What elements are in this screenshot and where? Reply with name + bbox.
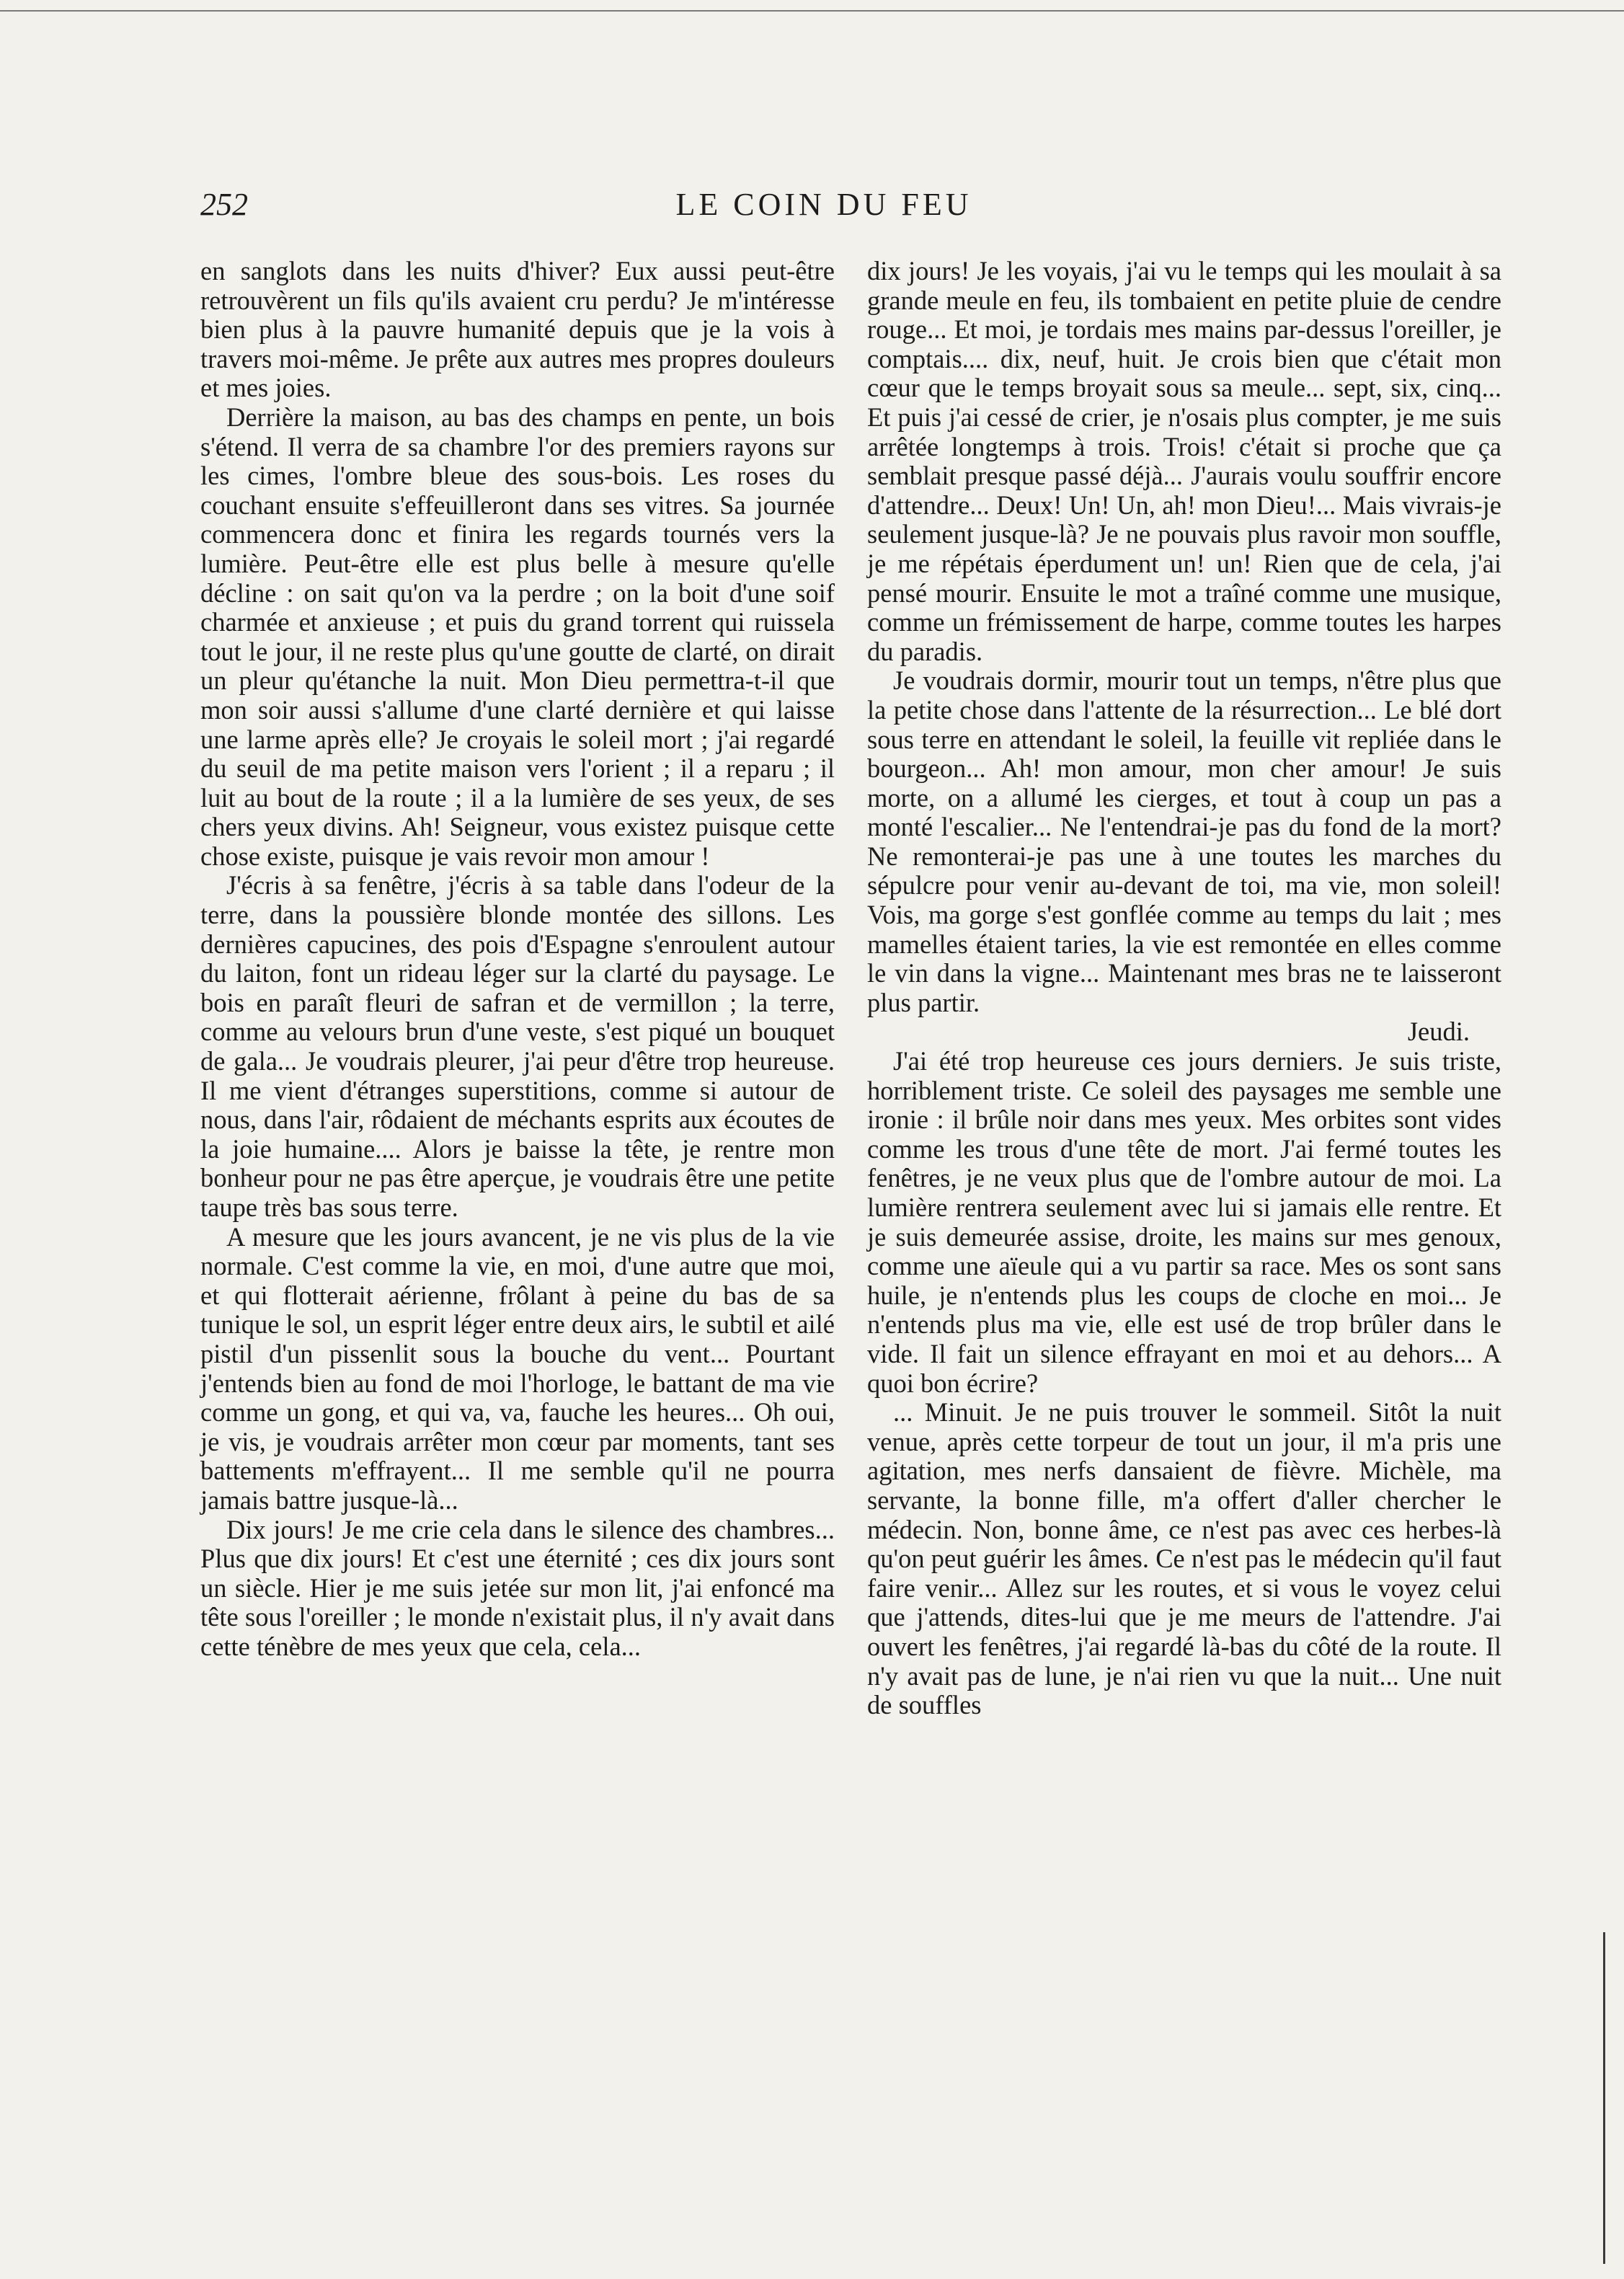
paragraph: Je voudrais dormir, mourir tout un temps, n'être plus que la petite chose dans l'attente de la résurrection... Le blé dort sous terre en attendant le soleil, la feuille vit repliée dans le bourgeon... Ah! mon amour, mon cher amour! Je suis morte, on a allumé les cierges, et tout à coup un pas a monté l'escalier... Ne l'entendrai-je pas du fond de la mort? Ne remonterai-je pas une à une toutes les marches du sépulcre pour venir au-devant de toi, ma vie, mon soleil! Vois, ma gorge s'est gonflée comme au temps du lait ; mes mamelles étaient taries, la vie est remontée en elles comme le vin dans la vigne... Maintenant mes bras ne te laisseront plus partir. bbox=[867, 665, 1501, 1017]
right-column bbox=[867, 257, 1501, 1720]
paragraph: J'écris à sa fenêtre, j'écris à sa table dans l'odeur de la terre, dans la poussière blonde montée des sillons. Les dernières capucines, des pois d'Espagne s'enroulent autour du laiton, font un rideau léger sur la clarté du paysage. Le bois en paraît fleuri de safran et de vermillon ; la terre, comme au velours brun d'une veste, s'est piqué un bouquet de gala... Je voudrais pleurer, j'ai peur d'être trop heureuse. Il me vient d'étranges superstitions, comme si autour de nous, dans l'air, rôdaient de méchants esprits aux écoutes de la joie humaine.... Alors je baisse la tête, je rentre mon bonheur pour ne pas être aperçue, je voudrais être une petite taupe très bas sous terre. bbox=[200, 870, 835, 1222]
running-title: LE COIN DU FEU bbox=[675, 187, 972, 222]
paragraph: Derrière la maison, au bas des champs en pente, un bois s'étend. Il verra de sa chambre l'or des premiers rayons sur les cimes, l'ombre bleue des sous-bois. Les roses du couchant ensuite s'effeuilleront dans ses vitres. Sa journée commencera donc et finira les regards tournés vers la lumière. Peut-être elle est plus belle à mesure qu'elle décline : on sait qu'on va la perdre ; on la boit d'une soif charmée et anxieuse ; et puis du grand torrent qui ruissela tout le jour, il ne reste plus qu'une goutte de clarté, on dirait un pleur qu'étanche la nuit. Mon Dieu permettra-t-il que mon soir aussi s'allume d'une clarté dernière et qui laisse une larme après elle? Je croyais le soleil mort ; j'ai regardé du seuil de ma petite maison vers l'orient ; il a reparu ; il luit au bout de la route ; il a la lumière de ses yeux, de ses chers yeux divins. Ah! Seigneur, vous existez puisque cette chose existe, puisque je vais revoir mon amour ! bbox=[200, 402, 835, 871]
page-header bbox=[200, 186, 1447, 236]
paragraph: J'ai été trop heureuse ces jours derniers. Je suis triste, horriblement triste. Ce soleil des paysages me semble une ironie : il brûle noir dans mes yeux. Mes orbites sont vides comme les trous d'une tête de mort. J'ai fermé toutes les fenêtres, je ne veux plus que de l'ombre autour de moi. La lumière rentrera seulement avec lui si jamais elle rentre. Et je suis demeurée assise, droite, les mains sur mes genoux, comme une aïeule qui a vu partir sa race. Mes os sont sans huile, je n'entends plus les coups de cloche en moi... Je n'entends plus ma vie, elle est usé de trop brûler dans le vide. Il fait un silence effrayant en moi et au dehors... A quoi bon écrire? bbox=[867, 1046, 1501, 1398]
paragraph: A mesure que les jours avancent, je ne vis plus de la vie normale. C'est comme la vie, en moi, d'une autre que moi, et qui flotterait aérienne, frôlant à peine du bas de sa tunique le sol, un esprit léger entre deux airs, le subtil et ailé pistil d'un pissenlit sous la bouche du vent... Pourtant j'entends bien au fond de moi l'horloge, le battant de ma vie comme un gong, et qui va, va, fauche les heures... Oh oui, je vis, je voudrais arrêter mon cœur par moments, tant ses battements m'effrayent... Il me semble qu'il ne pourra jamais battre jusque-là... bbox=[200, 1221, 835, 1515]
top-edge-rule bbox=[0, 10, 1624, 12]
page-edge-mark bbox=[1603, 1932, 1605, 2264]
paragraph: dix jours! Je les voyais, j'ai vu le temps qui les moulait à sa grande meule en feu, ils tombaient en petite pluie de cendre rouge... Et moi, je tordais mes mains par-dessus l'oreiller, je comptais.... dix, neuf, huit. Je crois bien que c'était mon cœur que le temps broyait sous sa meule... sept, six, cinq... Et puis j'ai cessé de crier, je n'osais plus compter, je me suis arrêtée longtemps à trois. Trois! c'était si proche que ça semblait presque passé déjà... J'aurais voulu souffrir encore d'attendre... Deux! Un! Un, ah! mon Dieu!... Mais vivrais-je seulement jusque-là? Je ne pouvais plus ravoir mon souffle, je me répétais éperdument un! un! Rien que de cela, j'ai pensé mourir. Ensuite le mot a traîné comme une musique, comme un frémissement de harpe, comme toutes les harpes du paradis. bbox=[867, 256, 1501, 666]
page-number: 252 bbox=[200, 187, 248, 222]
paragraph: Dix jours! Je me crie cela dans le silence des chambres... Plus que dix jours! Et c'est une éternité ; ces dix jours sont un siècle. Hier je me suis jetée sur mon lit, j'ai enfoncé ma tête sous l'oreiller ; le monde n'existait plus, il n'y avait dans cette ténèbre de mes yeux que cela, cela... bbox=[200, 1514, 835, 1661]
paragraph: ... Minuit. Je ne puis trouver le sommeil. Sitôt la nuit venue, après cette torpeur de tout un jour, il m'a pris une agitation, mes nerfs dansaient de fièvre. Michèle, ma servante, la bonne fille, m'a offert d'aller chercher le médecin. Non, bonne âme, ce n'est pas avec ces herbes-là qu'on peut guérir les âmes. Ce n'est pas le médecin qu'il faut faire venir... Allez sur les routes, et si vous le voyez celui que j'attends, dites-lui que je me meurs de l'attendre. J'ai ouvert les fenêtres, j'ai regardé là-bas du côté de la route. Il n'y avait pas de lune, je n'ai rien vu que la nuit... Une nuit de souffles bbox=[867, 1397, 1501, 1720]
left-column bbox=[200, 257, 835, 1662]
paragraph: en sanglots dans les nuits d'hiver? Eux aussi peut-être retrouvèrent un fils qu'ils avaient cru perdu? Je m'intéresse bien plus à la pauvre humanité depuis que je la vois à travers moi-même. Je prête aux autres mes propres douleurs et mes joies. bbox=[200, 256, 835, 403]
date-heading: Jeudi. bbox=[1407, 1017, 1470, 1047]
